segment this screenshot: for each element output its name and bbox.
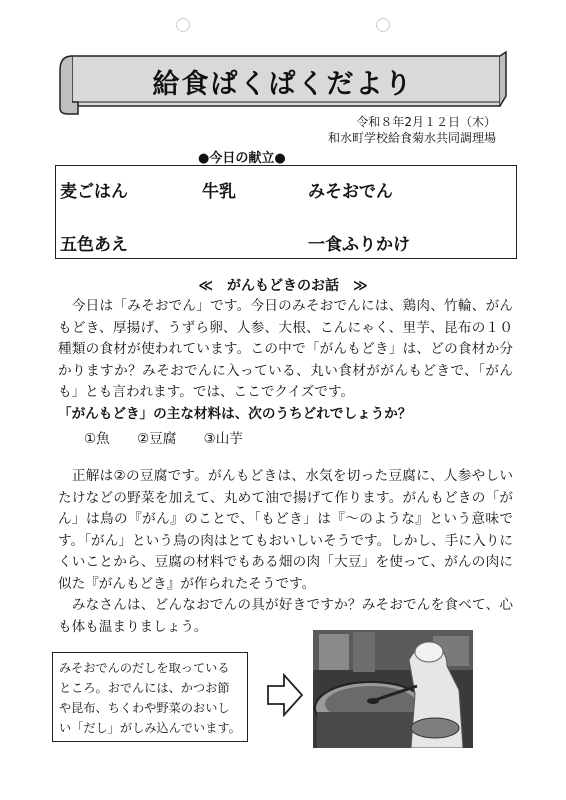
menu-item: みそおでん xyxy=(308,182,393,202)
quiz-question: 「がんもどき」の主な材料は、次のうちどれでしょうか？ xyxy=(58,405,412,422)
closing-paragraph: みなさんは、どんなおでんの具が好きですか？みそおでんを食べて、心も体も温まりましょう。 xyxy=(58,597,513,635)
intro-text xyxy=(58,296,513,425)
menu-box xyxy=(55,165,517,259)
menu-item: 五色あえ xyxy=(60,235,128,255)
arrow-right-icon xyxy=(266,673,304,717)
menu-item: 一食ふりかけ xyxy=(308,235,410,255)
intro-paragraph: 今日は「みそおでん」です。今日のみそおでんには、鶏肉、竹輪、がんもどき、厚揚げ、うずら卵、人参、大根、こんにゃく、里芋、昆布の１０種類の食材が使われています。この中で「がんもどき」は、どの食材か分かりますか？みそおでんに入っている、丸い食材ががんもどきで、「がんも」とも言われます。では、ここでクイズです。 xyxy=(58,298,513,400)
publisher: 和水町学校給食菊水共同調理場 xyxy=(327,131,496,145)
answer-text xyxy=(58,466,513,638)
answer-paragraph: 正解は②の豆腐です。がんもどきは、水気を切った豆腐に、人参やしいたけなどの野菜を加えて、丸めて油で揚げて作ります。がんもどきの「がん」は鳥の『がん』のことで、「もどき」は『～のような』という意味です。「がん」という鳥の肉はとてもおいしいそうです。しかし、手に入りにくいことから、豆腐の材料でもある畑の肉「大豆」を使って、がんの肉に似た『がんもどき』が作られたそうです。 xyxy=(58,468,513,592)
punch-hole-left xyxy=(176,18,190,32)
photo-caption-box: みそおでんのだしを取っているところ。おでんには、かつお節や昆布、ちくわや野菜のおいしい「だし」がしみ込んでいます。 xyxy=(52,652,248,742)
quiz-choices: ①魚 ②豆腐 ③山芋 xyxy=(84,431,243,447)
newsletter-title: 給食ぱくぱくだより xyxy=(152,68,414,100)
story-heading: ≪ がんもどきのお話 ≫ xyxy=(198,278,368,294)
menu-item: 麦ごはん xyxy=(60,182,128,202)
punch-hole-right xyxy=(376,18,390,32)
issue-date: 令和８年2月１２日（木） xyxy=(356,115,496,129)
kitchen-photo xyxy=(313,630,473,748)
menu-item: 牛乳 xyxy=(202,182,236,202)
menu-heading: ●今日の献立● xyxy=(198,151,286,166)
